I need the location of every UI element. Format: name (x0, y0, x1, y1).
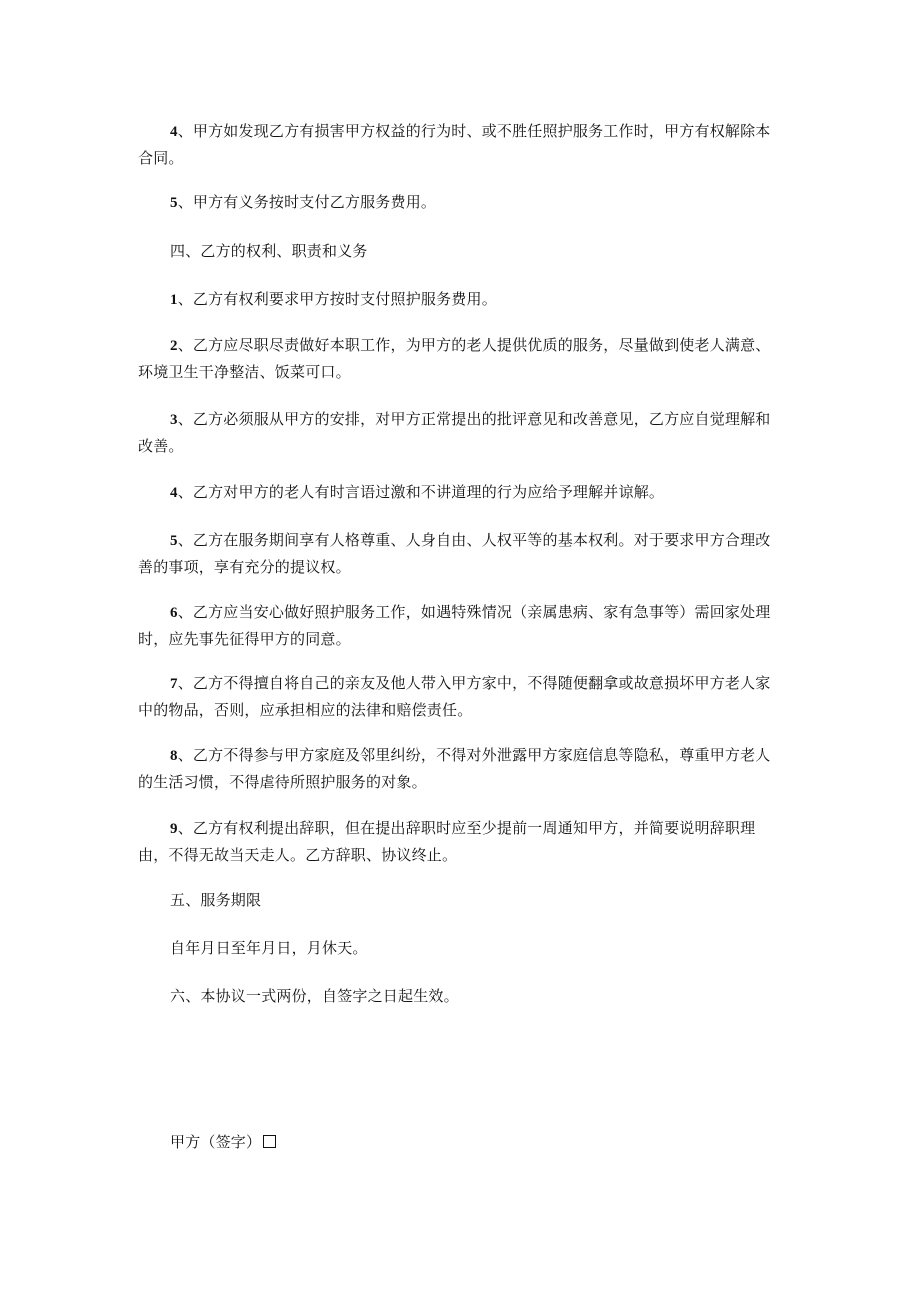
clause-text: 、甲方如发现乙方有损害甲方权益的行为时、或不胜任照护服务工作时，甲方有权解除本合同。 (138, 122, 771, 167)
clause-b-8 (138, 742, 784, 795)
clause-b-3 (138, 406, 784, 459)
clause-b-5 (138, 527, 784, 580)
clause-number: 3 (170, 412, 178, 428)
clause-text: 、乙方不得擅自将自己的亲友及他人带入甲方家中，不得随便翻拿或故意损坏甲方老人家中的物品，否则，应承担相应的法律和赔偿责任。 (138, 674, 771, 719)
clause-b-2 (138, 332, 784, 385)
clause-number: 4 (170, 124, 178, 140)
clause-text: 、乙方应尽职尽责做好本职工作，为甲方的老人提供优质的服务，尽量做到使老人满意、环境卫生干净整洁、饭菜可口。 (138, 336, 771, 381)
clause-b-4 (138, 479, 784, 506)
clause-a-5 (138, 189, 784, 216)
clause-text: 、甲方有义务按时支付乙方服务费用。 (177, 193, 437, 211)
clause-b-6 (138, 599, 784, 652)
clause-number: 5 (170, 195, 178, 211)
clause-number: 7 (170, 676, 178, 692)
clause-a-4 (138, 118, 784, 171)
clause-number: 5 (170, 533, 178, 549)
clause-number: 1 (170, 292, 178, 308)
section-6-heading: 六、本协议一式两份，自签字之日起生效。 (170, 987, 459, 1005)
party-a-signature-label: 甲方（签字） (170, 1133, 262, 1151)
clause-text: 、乙方有权利提出辞职，但在提出辞职时应至少提前一周通知甲方，并简要说明辞职理由，不得无故当天走人。乙方辞职、协议终止。 (138, 819, 756, 864)
party-a-signature-line (170, 1129, 276, 1155)
clause-b-1 (138, 286, 784, 313)
section-5-heading: 五、服务期限 (170, 891, 262, 909)
signature-box-icon (263, 1135, 276, 1148)
clause-b-7 (138, 670, 784, 723)
clause-number: 4 (170, 485, 178, 501)
clause-number: 2 (170, 338, 178, 354)
clause-text: 、乙方必须服从甲方的安排，对甲方正常提出的批评意见和改善意见，乙方应自觉理解和改善。 (138, 410, 771, 455)
clause-text: 、乙方应当安心做好照护服务工作，如遇特殊情况（亲属患病、家有急事等）需回家处理时，应先事先征得甲方的同意。 (138, 603, 771, 648)
service-term-text: 自年月日至年月日，月休天。 (170, 939, 368, 957)
section-4-heading: 四、乙方的权利、职责和义务 (170, 242, 368, 260)
clause-b-9 (138, 815, 784, 868)
clause-text: 、乙方不得参与甲方家庭及邻里纠纷，不得对外泄露甲方家庭信息等隐私，尊重甲方老人的生活习惯，不得虐待所照护服务的对象。 (138, 746, 771, 791)
clause-number: 8 (170, 748, 178, 764)
clause-number: 9 (170, 821, 178, 837)
clause-text: 、乙方有权利要求甲方按时支付照护服务费用。 (177, 290, 497, 308)
clause-text: 、乙方对甲方的老人有时言语过激和不讲道理的行为应给予理解并谅解。 (177, 483, 665, 501)
clause-number: 6 (170, 605, 178, 621)
clause-text: 、乙方在服务期间享有人格尊重、人身自由、人权平等的基本权利。对于要求甲方合理改善的事项，享有充分的提议权。 (138, 531, 771, 576)
